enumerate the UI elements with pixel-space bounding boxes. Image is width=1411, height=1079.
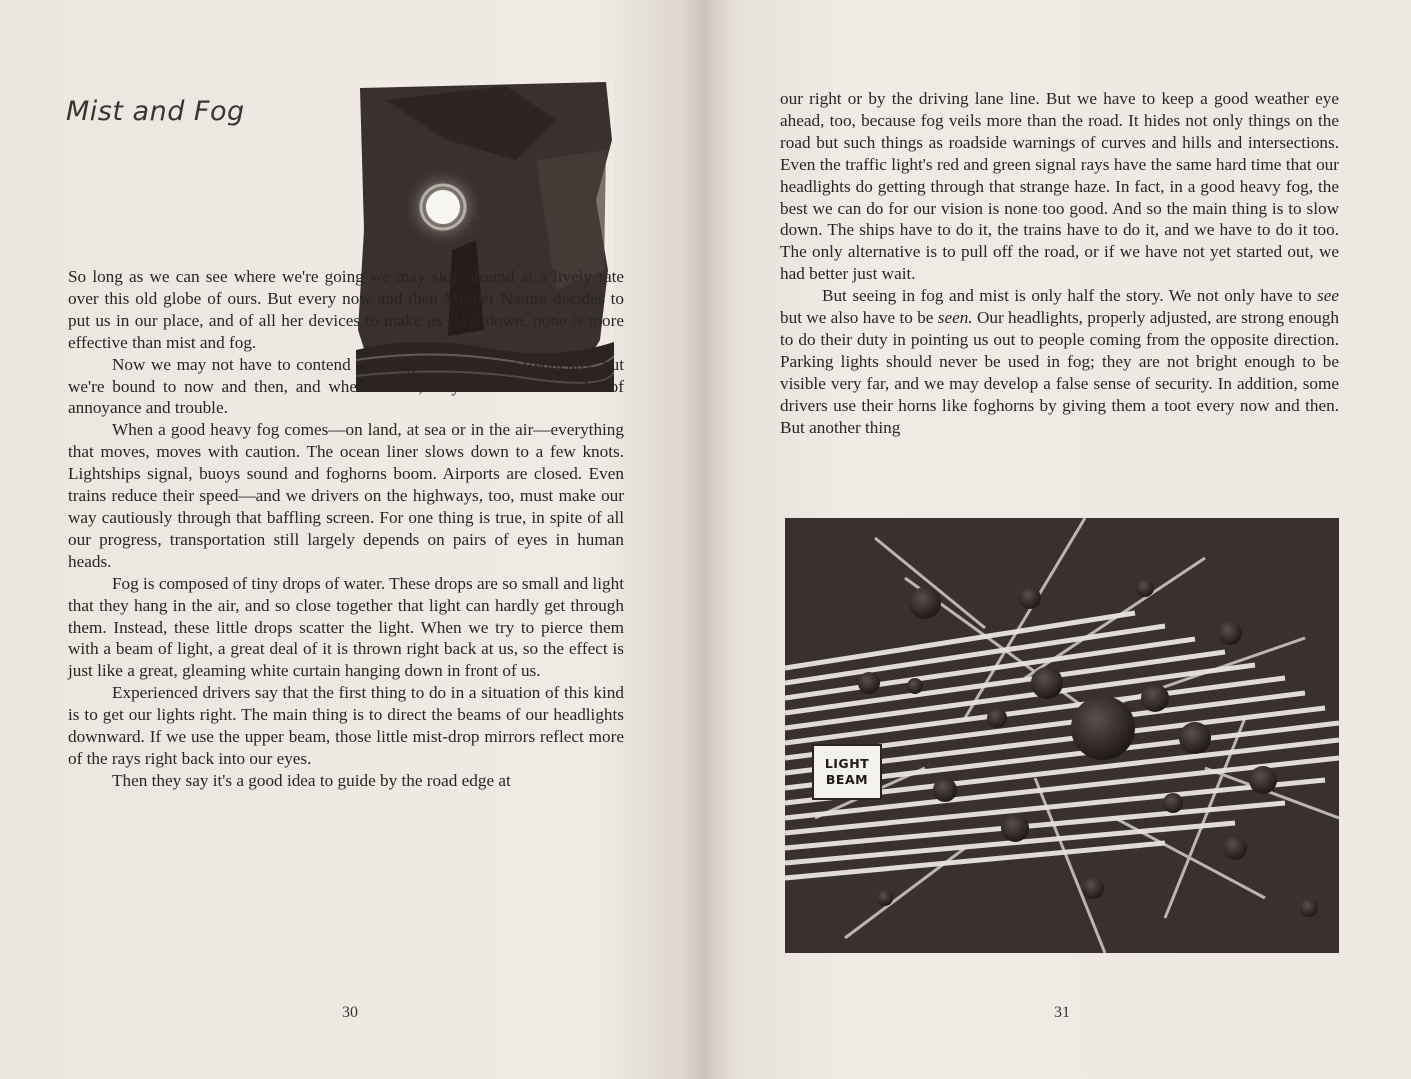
text-run: but we also have to be bbox=[780, 308, 938, 328]
emphasis-seen: seen. bbox=[937, 308, 973, 328]
label-line: BEAM bbox=[825, 772, 869, 787]
paragraph-2: When a good heavy fog comes—on land, at sea or in the air—everything that moves, moves with caution. The ocean liner slows down to a few knots. Lightships signal, buoys sound and foghorns boom. Airports are closed. Even trains reduce their speed—and we drivers on the highways, too, must make our way cautiously through that baffling screen. For one thing is true, in spite of all our progress, transportation still largely depends on pairs of eyes in human heads. bbox=[68, 420, 624, 571]
paragraph-1: Now we may not have to contend with fog and mist very frequently, but we're bound to now and then, and when we do, they can cause us a lot of annoyance and trouble. bbox=[68, 354, 624, 418]
paragraph-5: Then they say it's a good idea to guide by the road edge at bbox=[112, 770, 511, 790]
paragraph-seen bbox=[780, 285, 1339, 438]
chapter-title: Mist and Fog bbox=[66, 96, 245, 127]
paragraph-3: Fog is composed of tiny drops of water. These drops are so small and light that they hang in the air, and so close together that light can hardly get through them. Instead, these little drops scatter the light. When we try to pierce them with a beam of light, a great deal of it is thrown right back at us, so the effect is just like a great, gleaming white curtain hanging down in front of us. bbox=[68, 573, 624, 681]
page-number: 30 bbox=[342, 1004, 358, 1021]
light-beam-label bbox=[812, 744, 882, 800]
emphasis-see: see bbox=[1317, 286, 1339, 306]
light-beam-illustration bbox=[785, 518, 1339, 953]
paragraph-continued: our right or by the driving lane line. But we have to keep a good weather eye ahead, too, because fog veils more than the road. It hides not only things on the road but such things as roadside warnings of curves and hills and intersections. Even the traffic light's red and green signal rays have the same hard time that our headlights do getting through that strange haze. In fact, in a good heavy fog, the best we can do for our vision is none too good. And so the main thing is to slow down. The ships have to do it, the trains have to do it, and we have to do it too. The only alternative is to pull off the road, or if we have not yet started out, we had better just wait. bbox=[780, 89, 1339, 284]
text-run: But seeing in fog and mist is only half the story. We not only have to bbox=[822, 286, 1318, 306]
right-page bbox=[706, 0, 1411, 1079]
label-line: LIGHT bbox=[824, 756, 870, 771]
text-run: Our headlights, properly adjusted, are strong enough to do their duty in pointing us out to people coming from the opposite direction. Parking lights should never be used in fog; they are not bright enough to be visible very far, and we may develop a false sense of security. In addition, some drivers use their horns like foghorns by giving them a toot every now and then. But another thing bbox=[780, 308, 1339, 437]
page-number: 31 bbox=[1054, 1004, 1070, 1021]
left-body-text bbox=[68, 266, 624, 792]
right-body-text bbox=[780, 88, 1339, 439]
intro-paragraph: So long as we can see where we're going we may skip around at a lively rate over this old globe of ours. But every now and then Mother Nature decides to put us in our place, and of all her devices to make us slow down, none is more effective than mist and fog. bbox=[68, 267, 624, 352]
paragraph-4: Experienced drivers say that the first thing to do in a situation of this kind is to get our lights right. The main thing is to direct the beams of our headlights downward. If we use the upper beam, those little mist-drop mirrors reflect more of the rays right back into our eyes. bbox=[68, 683, 624, 768]
